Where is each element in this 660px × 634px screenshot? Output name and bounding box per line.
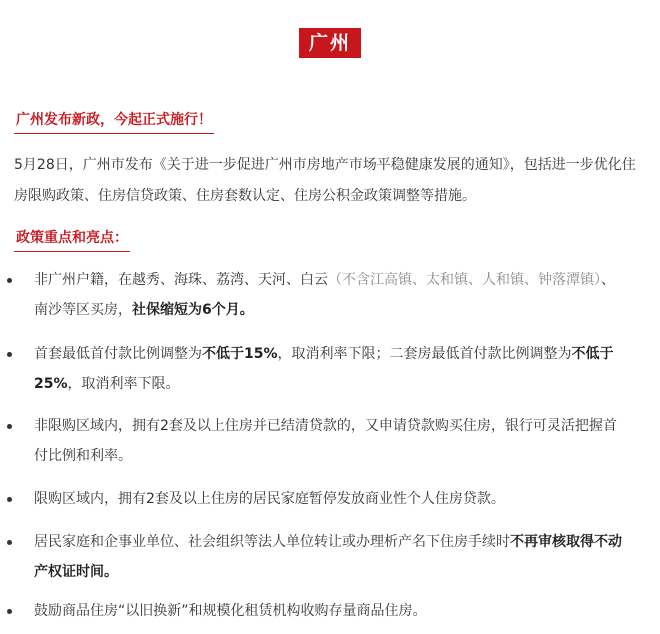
bold-text: 不再审核取得不动产权证时间。 bbox=[34, 534, 622, 580]
text-part: ，取消利率下限。 bbox=[67, 376, 180, 392]
list-item-text: 限购区域内，拥有2套及以上住房的居民家庭暂停发放商业性个人住房贷款。 bbox=[34, 491, 505, 507]
section-heading: 政策重点和亮点： bbox=[14, 228, 130, 252]
list-item-text bbox=[34, 265, 624, 325]
list-item-text bbox=[34, 339, 624, 399]
bold-text: 社保缩短为6个月。 bbox=[132, 302, 254, 318]
bullet-dot bbox=[7, 609, 12, 614]
bold-text: 不低于15% bbox=[202, 346, 278, 362]
bullet-dot bbox=[7, 352, 12, 357]
bullet-dot bbox=[7, 497, 12, 502]
intro-paragraph: 5月28日，广州市发布《关于进一步促进广州市房地产市场平稳健康发展的通知》，包括进一步优化住房限购政策、住房信贷政策、住房套数认定、住房公积金政策调整等措施。 bbox=[14, 157, 636, 204]
title-area bbox=[0, 28, 660, 58]
text-part: 、南沙等区买房， bbox=[34, 272, 615, 318]
list-item-text: 非限购区域内，拥有2套及以上住房并已结清贷款的，又申请贷款购买住房，银行可灵活把握首付比例和利率。 bbox=[34, 418, 617, 464]
text-part: 非广州户籍，在越秀、海珠、荔湾、天河、白云 bbox=[34, 272, 328, 288]
text-part: ，取消利率下限；二套房最低首付款比例调整为 bbox=[277, 346, 572, 362]
bullet-dot bbox=[7, 278, 12, 283]
text-part: 首套最低首付款比例调整为 bbox=[34, 346, 202, 362]
list-item-text: 鼓励商品住房“以旧换新”和规模化租赁机构收购存量商品住房。 bbox=[34, 603, 427, 619]
bullet-dot bbox=[7, 540, 12, 545]
bullet-dot bbox=[7, 424, 12, 429]
muted-text: （不含江高镇、太和镇、人和镇、钟落潭镇） bbox=[328, 272, 601, 288]
list-item-text bbox=[34, 527, 624, 587]
bold-text: 不低于25% bbox=[34, 346, 614, 392]
headline: 广州发布新政，今起正式施行！ bbox=[14, 110, 214, 134]
text-part: 居民家庭和企事业单位、社会组织等法人单位转让或办理析产名下住房手续时 bbox=[34, 534, 510, 550]
city-title-badge: 广州 bbox=[299, 28, 361, 58]
